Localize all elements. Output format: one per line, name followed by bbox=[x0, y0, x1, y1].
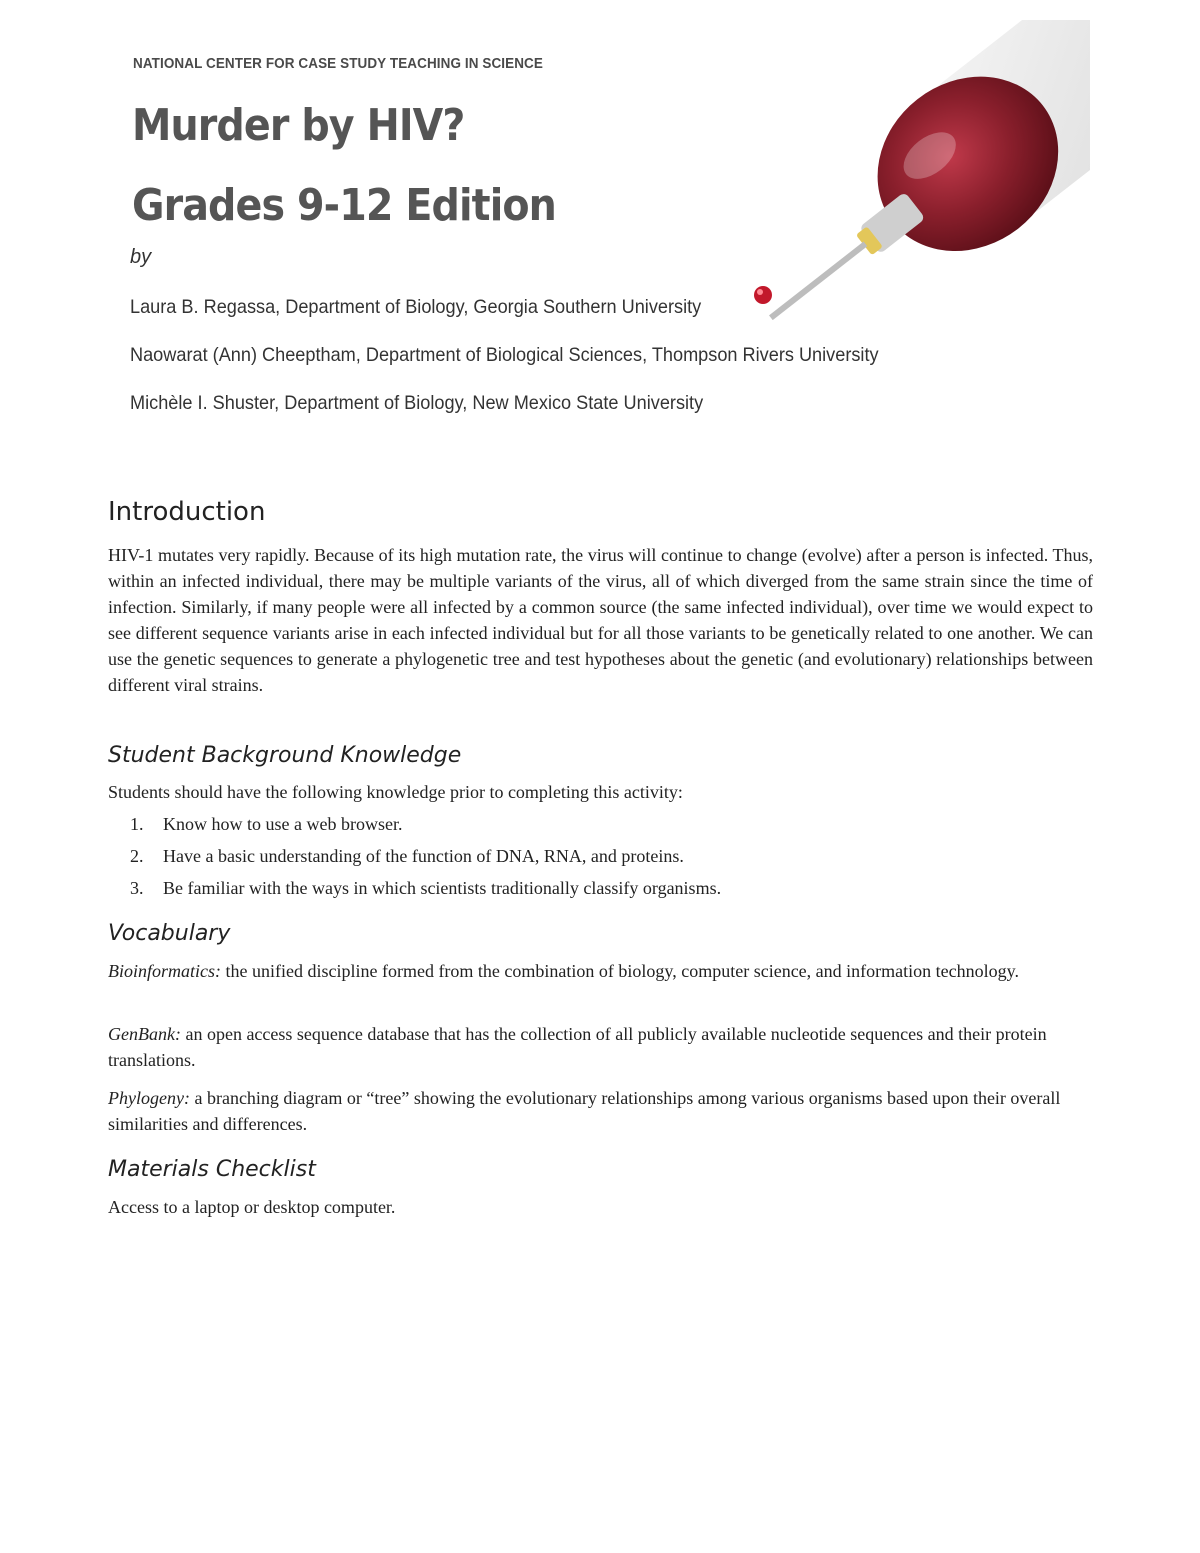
vocab-entry-bioinformatics bbox=[108, 958, 1083, 984]
list-number: 3. bbox=[130, 878, 144, 898]
by-label: by bbox=[130, 246, 152, 268]
introduction-heading: Introduction bbox=[108, 497, 266, 527]
list-text: Know how to use a web browser. bbox=[163, 814, 403, 834]
author-line: Naowarat (Ann) Cheeptham, Department of Biological Sciences, Thompson Rivers University bbox=[130, 344, 879, 366]
background-list bbox=[130, 811, 721, 907]
case-edition: Grades 9-12 Edition bbox=[132, 180, 556, 231]
vocab-term: Phylogeny: bbox=[108, 1088, 190, 1108]
vocab-term: GenBank: bbox=[108, 1024, 181, 1044]
background-intro: Students should have the following knowledge prior to completing this activity: bbox=[108, 782, 683, 802]
list-text: Have a basic understanding of the function of DNA, RNA, and proteins. bbox=[163, 846, 684, 866]
background-heading: Student Background Knowledge bbox=[108, 743, 462, 768]
list-number: 1. bbox=[130, 814, 144, 834]
list-item bbox=[130, 875, 721, 907]
vocab-entry-genbank bbox=[108, 1021, 1083, 1073]
list-item bbox=[130, 843, 721, 875]
syringe-illustration bbox=[730, 20, 1090, 320]
materials-text: Access to a laptop or desktop computer. bbox=[108, 1197, 396, 1217]
vocab-entry-phylogeny bbox=[108, 1085, 1083, 1137]
vocabulary-heading: Vocabulary bbox=[108, 921, 231, 946]
case-title: Murder by HIV? bbox=[132, 100, 465, 151]
vocab-term: Bioinformatics: bbox=[108, 961, 221, 981]
list-text: Be familiar with the ways in which scientists traditionally classify organisms. bbox=[163, 878, 722, 898]
author-line: Laura B. Regassa, Department of Biology, Georgia Southern University bbox=[130, 296, 702, 318]
materials-heading: Materials Checklist bbox=[108, 1157, 316, 1182]
vocab-definition: the unified discipline formed from the combination of biology, computer science, and information technology. bbox=[221, 961, 1019, 981]
introduction-text: HIV-1 mutates very rapidly. Because of its high mutation rate, the virus will continue to change (evolve) after a person is infected. Thus, within an infected individual, there may be multiple variants of the virus, all of which diverged from the same strain since the time of infection. Similarly, if many people were all infected by a common source (the same infected individual), over time we would expect to see different sequence variants arise in each infected individual but for all those variants to be genetically related to one another. We can use the genetic sequences to generate a phylogenetic tree and test hypotheses about the genetic (and evolutionary) relationships between different viral strains. bbox=[108, 545, 1093, 695]
list-item bbox=[130, 811, 721, 843]
vocab-definition: a branching diagram or “tree” showing the evolutionary relationships among various organisms based upon their overall similarities and differences. bbox=[108, 1088, 1061, 1134]
list-number: 2. bbox=[130, 846, 144, 866]
author-line: Michèle I. Shuster, Department of Biology, New Mexico State University bbox=[130, 392, 704, 414]
organization-name: NATIONAL CENTER FOR CASE STUDY TEACHING IN SCIENCE bbox=[133, 56, 543, 72]
vocab-definition: an open access sequence database that has the collection of all publicly available nucleotide sequences and their protein translations. bbox=[108, 1024, 1047, 1070]
